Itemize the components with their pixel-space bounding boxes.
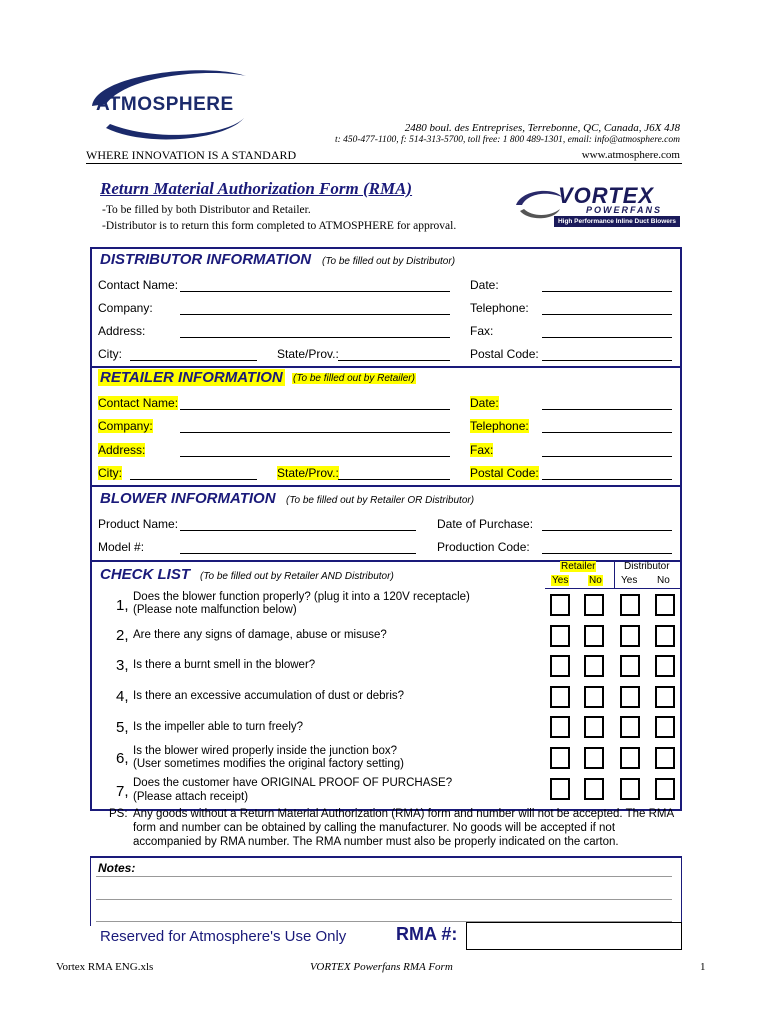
checklist-note: (To be filled out by Retailer AND Distributor) (200, 571, 394, 582)
checkbox-distributor-no[interactable] (655, 625, 675, 647)
checkbox-distributor-yes[interactable] (620, 625, 640, 647)
model-field[interactable] (180, 553, 416, 554)
ret-date-field[interactable] (542, 409, 672, 410)
model-label: Model #: (98, 540, 145, 554)
company-contact: t: 450-477-1100, f: 514-313-5700, toll free: 1 800 489-1301, email: info@atmosphere.com (334, 135, 680, 145)
checklist-heading: CHECK LIST (100, 566, 190, 583)
checkbox-distributor-no[interactable] (655, 655, 675, 677)
dist-address-field[interactable] (180, 337, 450, 338)
section-divider-2 (91, 485, 681, 487)
checkbox-retailer-no[interactable] (584, 655, 604, 677)
check-item-question: Is there an excessive accumulation of dust or debris? (133, 690, 405, 702)
ret-contact-label: Contact Name: (98, 396, 179, 410)
ret-city-label: City: (98, 466, 122, 480)
website: www.atmosphere.com (581, 149, 680, 161)
blower-heading: BLOWER INFORMATION (100, 490, 276, 507)
check-item-number: 6, (116, 750, 129, 767)
logo-text: ATMOSPHERE (96, 94, 234, 115)
ret-telephone-label: Telephone: (470, 419, 529, 433)
ret-telephone-field[interactable] (542, 432, 672, 433)
check-item-number: 4, (116, 688, 129, 705)
checkbox-distributor-yes[interactable] (620, 655, 640, 677)
check-item-number: 3, (116, 657, 129, 674)
ps-label: PS: (109, 808, 128, 820)
check-item-number: 7, (116, 783, 129, 800)
distributor-no-label: No (657, 575, 670, 586)
dist-date-label: Date: (470, 278, 499, 292)
checkbox-retailer-no[interactable] (584, 686, 604, 708)
vortex-name: VORTEX (558, 183, 655, 208)
ret-company-field[interactable] (180, 432, 450, 433)
ret-state-field[interactable] (338, 479, 450, 480)
notes-line[interactable] (96, 899, 672, 900)
dist-telephone-field[interactable] (542, 314, 672, 315)
rma-number-field[interactable] (466, 922, 682, 950)
ret-postal-field[interactable] (542, 479, 672, 480)
ps-line-3: accompanied by RMA number. The RMA number must also be properly indicated on the carton. (133, 836, 619, 848)
checkbox-retailer-no[interactable] (584, 716, 604, 738)
checkbox-retailer-yes[interactable] (550, 716, 570, 738)
checkbox-retailer-yes[interactable] (550, 625, 570, 647)
checkbox-retailer-yes[interactable] (550, 686, 570, 708)
retailer-heading: RETAILER INFORMATION (100, 369, 283, 386)
vortex-slogan: High Performance Inline Duct Blowers (554, 216, 680, 227)
company-address: 2480 boul. des Entreprises, Terrebonne, QC, Canada, J6X 4J8 (404, 122, 680, 134)
ret-address-field[interactable] (180, 456, 450, 457)
dist-fax-field[interactable] (542, 337, 672, 338)
checkbox-retailer-yes[interactable] (550, 778, 570, 800)
distributor-col-label: Distributor (624, 561, 670, 572)
dist-state-field[interactable] (338, 360, 450, 361)
ret-postal-label: Postal Code: (470, 466, 539, 480)
checkbox-retailer-yes[interactable] (550, 594, 570, 616)
dist-city-label: City: (98, 347, 122, 361)
notes-frame (90, 856, 682, 926)
checkbox-distributor-no[interactable] (655, 594, 675, 616)
distributor-note: (To be filled out by Distributor) (322, 256, 456, 267)
tagline: WHERE INNOVATION IS A STANDARD (86, 148, 297, 162)
checkbox-retailer-no[interactable] (584, 625, 604, 647)
dist-telephone-label: Telephone: (470, 301, 529, 315)
notes-line[interactable] (96, 876, 672, 877)
check-item-number: 1, (116, 597, 129, 614)
footer-form-name: VORTEX Powerfans RMA Form (310, 961, 453, 973)
checkbox-distributor-no[interactable] (655, 686, 675, 708)
production-code-label: Production Code: (437, 540, 530, 554)
vortex-sub: POWERFANS (586, 205, 663, 215)
ret-address-label: Address: (98, 443, 146, 457)
retailer-note: (To be filled out by Retailer) (293, 373, 415, 384)
checkbox-distributor-yes[interactable] (620, 778, 640, 800)
checkbox-distributor-no[interactable] (655, 778, 675, 800)
checkbox-retailer-no[interactable] (584, 778, 604, 800)
rma-label: RMA #: (396, 924, 458, 944)
footer-filename: Vortex RMA ENG.xls (56, 961, 154, 973)
checkbox-retailer-yes[interactable] (550, 655, 570, 677)
ret-contact-field[interactable] (180, 409, 450, 410)
dist-city-field[interactable] (130, 360, 257, 361)
check-item-question-note: (Please note malfunction below) (133, 604, 297, 616)
check-item-question-note: (Please attach receipt) (133, 791, 249, 803)
ret-company-label: Company: (98, 419, 153, 433)
check-item-question: Is the impeller able to turn freely? (133, 721, 304, 733)
form-note-2: -Distributor is to return this form completed to ATMOSPHERE for approval. (102, 220, 457, 232)
form-note-1: -To be filled by both Distributor and Retailer. (102, 204, 311, 216)
dist-date-field[interactable] (542, 291, 672, 292)
dist-address-label: Address: (98, 324, 146, 338)
footer-page-number: 1 (700, 961, 706, 973)
checkbox-column-divider (614, 561, 615, 589)
header-divider (86, 163, 682, 164)
section-divider-1 (91, 366, 681, 368)
checkbox-retailer-no[interactable] (584, 594, 604, 616)
reserved-label: Reserved for Atmosphere's Use Only (100, 928, 347, 945)
checkbox-distributor-no[interactable] (655, 747, 675, 769)
check-item-number: 5, (116, 719, 129, 736)
ret-city-field[interactable] (130, 479, 257, 480)
dist-contact-field[interactable] (180, 291, 450, 292)
ps-line-2: form and number can be obtained by calling the manufacturer. No goods will be accepted if not (133, 822, 616, 834)
checkbox-distributor-yes[interactable] (620, 747, 640, 769)
checkbox-header-underline (545, 588, 681, 589)
checkbox-distributor-yes[interactable] (620, 716, 640, 738)
dist-postal-label: Postal Code: (470, 347, 539, 361)
checkbox-distributor-no[interactable] (655, 716, 675, 738)
ps-line-1: Any goods without a Return Material Authorization (RMA) form and number will not be accepted. The RMA (133, 808, 675, 820)
check-item-question: Are there any signs of damage, abuse or misuse? (133, 629, 387, 641)
vortex-logo (514, 183, 680, 229)
check-item-question-note: (User sometimes modifies the original factory setting) (133, 758, 404, 770)
distributor-heading: DISTRIBUTOR INFORMATION (100, 251, 312, 268)
ret-state-label: State/Prov.: (277, 466, 339, 480)
check-item-question: Is there a burnt smell in the blower? (133, 659, 316, 671)
blower-note: (To be filled out by Retailer OR Distributor) (286, 495, 475, 506)
checkbox-retailer-yes[interactable] (550, 747, 570, 769)
atmosphere-logo (86, 66, 250, 146)
ret-fax-label: Fax: (470, 443, 494, 457)
distributor-yes-label: Yes (621, 575, 638, 586)
retailer-col-label: Retailer (561, 561, 596, 572)
dist-contact-label: Contact Name: (98, 278, 179, 292)
notes-label: Notes: (98, 861, 136, 875)
ret-date-label: Date: (470, 396, 499, 410)
product-name-label: Product Name: (98, 517, 179, 531)
dist-company-field[interactable] (180, 314, 450, 315)
production-code-field[interactable] (542, 553, 672, 554)
product-name-field[interactable] (180, 530, 416, 531)
checkbox-distributor-yes[interactable] (620, 594, 640, 616)
purchase-date-label: Date of Purchase: (437, 517, 534, 531)
ret-fax-field[interactable] (542, 456, 672, 457)
form-title: Return Material Authorization Form (RMA) (100, 179, 413, 198)
check-item-question: Does the customer have ORIGINAL PROOF OF PURCHASE? (133, 777, 453, 789)
retailer-yes-label: Yes (552, 575, 569, 586)
check-item-question: Is the blower wired properly inside the junction box? (133, 745, 398, 757)
check-item-number: 2, (116, 627, 129, 644)
purchase-date-field[interactable] (542, 530, 672, 531)
checkbox-retailer-no[interactable] (584, 747, 604, 769)
dist-company-label: Company: (98, 301, 153, 315)
check-item-question: Does the blower function properly? (plug it into a 120V receptacle) (133, 591, 470, 603)
dist-state-label: State/Prov.: (277, 347, 339, 361)
retailer-no-label: No (589, 575, 602, 586)
dist-postal-field[interactable] (542, 360, 672, 361)
dist-fax-label: Fax: (470, 324, 494, 338)
checkbox-distributor-yes[interactable] (620, 686, 640, 708)
